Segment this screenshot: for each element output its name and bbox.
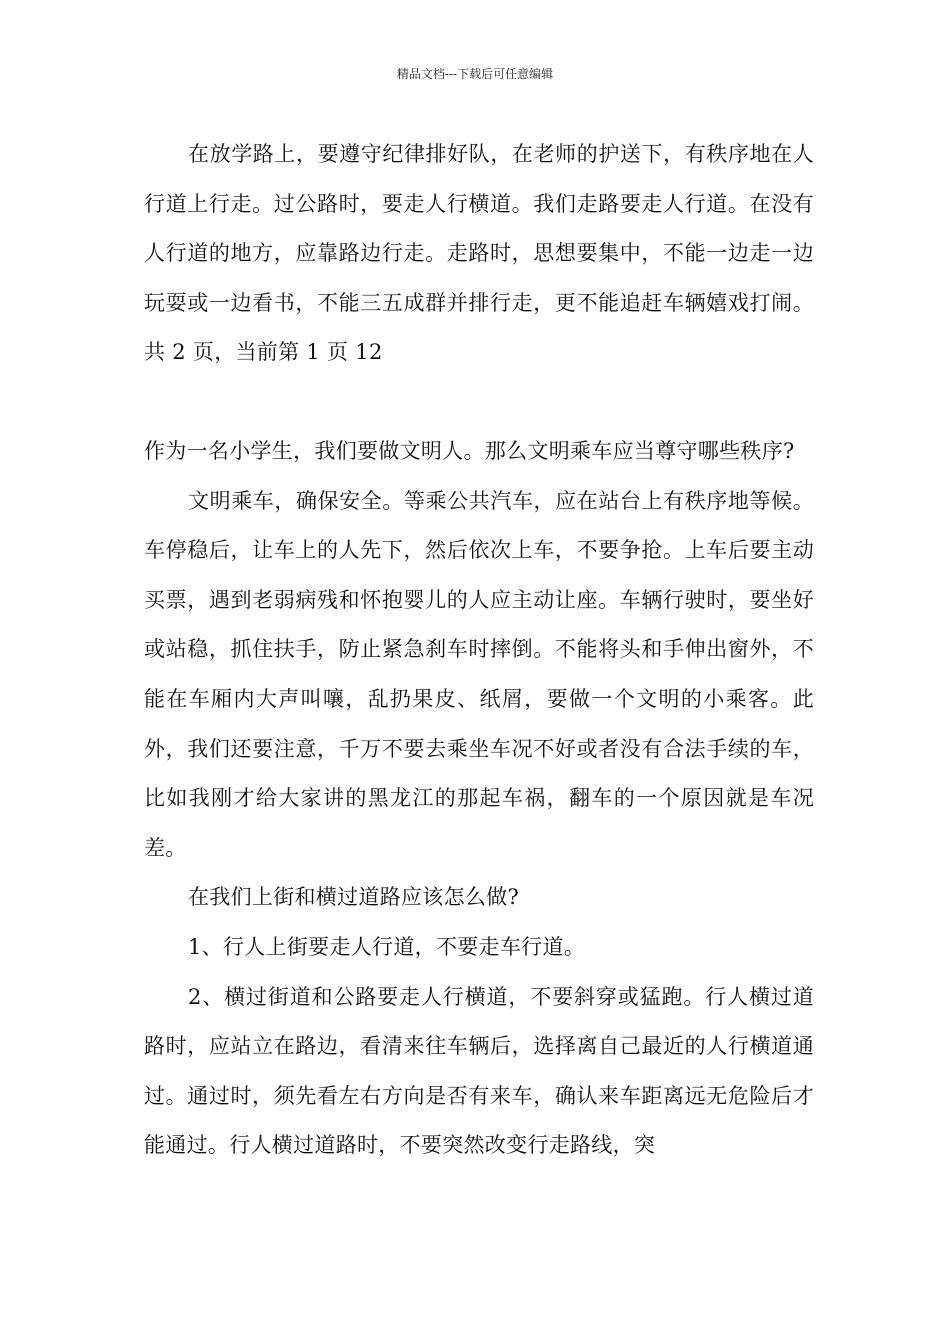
paragraph-civilized-riding: 文明乘车，确保安全。等乘公共汽车，应在站台上有秩序地等候。车停稳后，让车上的人先下，然后依次上车，不要争抢。上车后要主动买票，遇到老弱病残和怀抱婴儿的人应主动让座。车辆行驶时，要坐好或站稳，抓住扶手，防止紧急刹车时摔倒。不能将头和手伸出窗外，不能在车厢内大声叫嚷，乱扔果皮、纸屑，要做一个文明的小乘客。此外，我们还要注意，千万不要去乘坐车况不好或者没有合法手续的车，比如我刚才给大家讲的黑龙江的那起车祸，翻车的一个原因就是车况差。 <box>144 488 814 860</box>
page-header: 精品文档---下载后可任意编辑 <box>396 67 554 81</box>
document-body <box>144 130 814 1171</box>
paragraph-rule-2: 2、横过街道和公路要走人行横道，不要斜穿或猛跑。行人横过道路时，应站立在路边，看清来往车辆后，选择离自己最近的人行横道通过。通过时，须先看左右方向是否有来车，确认来车距离远无危险后才能通过。行人横过道路时，不要突然改变行走路线，突 <box>144 984 814 1158</box>
paragraph-rule-1: 1、行人上街要走人行道，不要走车行道。 <box>188 934 586 959</box>
paragraph-gap <box>144 378 814 427</box>
paragraph-after-school-walking: 在放学路上，要遵守纪律排好队，在老师的护送下，有秩序地在人行道上行走。过公路时，要走人行横道。我们走路要走人行道。在没有人行道的地方，应靠路边行走。走路时，思想要集中，不能一边走一边玩耍或一边看书，不能三五成群并排行走，更不能追赶车辆嬉戏打闹。共 2 页，当前第 1 页 12 <box>144 142 814 365</box>
paragraph-street-crossing-question: 在我们上街和横过道路应该怎么做? <box>188 885 520 910</box>
paragraph-civilized-person-question: 作为一名小学生，我们要做文明人。那么文明乘车应当尊守哪些秩序? <box>144 438 795 463</box>
